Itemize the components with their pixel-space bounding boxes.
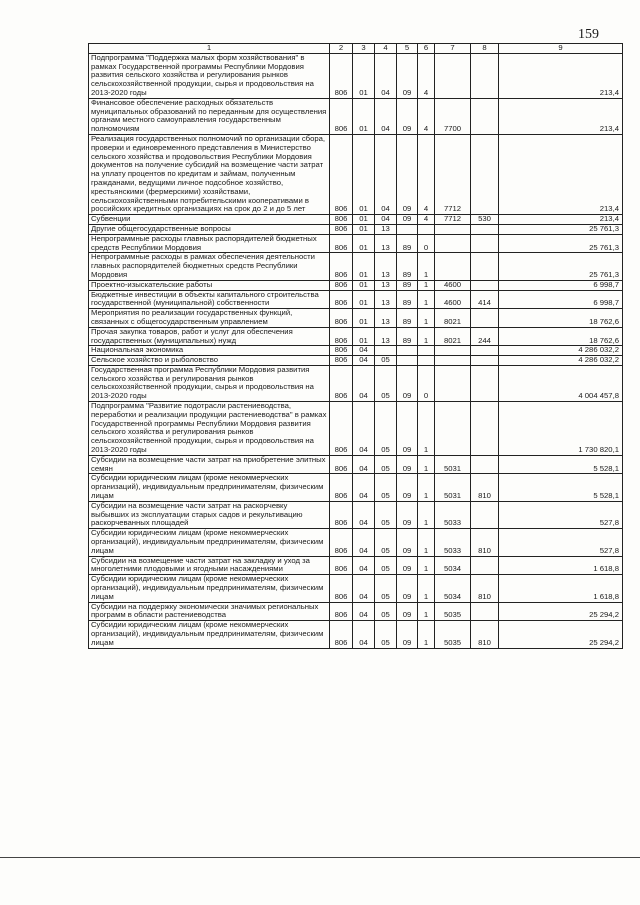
item-name-cell: Проектно-изыскательские работы bbox=[89, 280, 330, 290]
item-name-cell: Субсидии на возмещение части затрат на закладку и уход за многолетними плодовыми и ягодными насаждениями bbox=[89, 556, 330, 575]
amount-cell: 25 761,3 bbox=[499, 224, 623, 234]
program-cell: 09 bbox=[397, 402, 418, 456]
article-cell: 5034 bbox=[435, 556, 471, 575]
item-name-cell: Государственная программа Республики Мордовия развития сельского хозяйства и регулирования рынков сельскохозяйственной продукции, сырья и продовольствия на 2013-2020 годы bbox=[89, 365, 330, 401]
program-cell: 89 bbox=[397, 253, 418, 280]
section-cell: 01 bbox=[353, 224, 375, 234]
expense-type-cell bbox=[471, 253, 499, 280]
subprogram-cell: 4 bbox=[418, 215, 435, 225]
subsection-cell: 05 bbox=[375, 529, 397, 556]
table-row bbox=[89, 327, 623, 346]
item-name-cell: Непрограммные расходы в рамках обеспечения деятельности главных распорядителей бюджетных средств Республики Мордовия bbox=[89, 253, 330, 280]
subsection-cell: 13 bbox=[375, 290, 397, 309]
item-name-cell: Субсидии на возмещение части затрат на приобретение элитных семян bbox=[89, 455, 330, 474]
amount-cell: 25 294,2 bbox=[499, 602, 623, 621]
table-row bbox=[89, 253, 623, 280]
expense-type-cell bbox=[471, 309, 499, 328]
expense-type-cell bbox=[471, 455, 499, 474]
subprogram-cell: 1 bbox=[418, 327, 435, 346]
subprogram-cell: 4 bbox=[418, 98, 435, 134]
program-cell: 09 bbox=[397, 455, 418, 474]
table-row bbox=[89, 402, 623, 456]
section-cell: 04 bbox=[353, 621, 375, 648]
program-cell: 89 bbox=[397, 280, 418, 290]
section-cell: 04 bbox=[353, 474, 375, 501]
subprogram-cell: 1 bbox=[418, 309, 435, 328]
subprogram-cell: 1 bbox=[418, 575, 435, 602]
amount-cell: 18 762,6 bbox=[499, 327, 623, 346]
table-row bbox=[89, 98, 623, 134]
section-cell: 01 bbox=[353, 290, 375, 309]
amount-cell: 213,4 bbox=[499, 98, 623, 134]
column-header: 3 bbox=[353, 44, 375, 54]
article-cell: 5031 bbox=[435, 455, 471, 474]
subprogram-cell: 1 bbox=[418, 474, 435, 501]
table-row bbox=[89, 501, 623, 528]
table-row bbox=[89, 455, 623, 474]
subsection-cell: 05 bbox=[375, 365, 397, 401]
expense-type-cell bbox=[471, 134, 499, 214]
amount-cell: 4 286 032,2 bbox=[499, 346, 623, 356]
admin-code-cell: 806 bbox=[330, 556, 353, 575]
item-name-cell: Субсидии на поддержку экономически значимых региональных программ в области растениеводства bbox=[89, 602, 330, 621]
subsection-cell: 04 bbox=[375, 53, 397, 98]
admin-code-cell: 806 bbox=[330, 224, 353, 234]
section-cell: 01 bbox=[353, 215, 375, 225]
table-row bbox=[89, 556, 623, 575]
program-cell: 89 bbox=[397, 327, 418, 346]
article-cell bbox=[435, 253, 471, 280]
expense-type-cell bbox=[471, 53, 499, 98]
admin-code-cell: 806 bbox=[330, 602, 353, 621]
article-cell: 7712 bbox=[435, 215, 471, 225]
program-cell: 09 bbox=[397, 529, 418, 556]
column-header: 2 bbox=[330, 44, 353, 54]
admin-code-cell: 806 bbox=[330, 346, 353, 356]
subsection-cell: 05 bbox=[375, 356, 397, 366]
column-header: 7 bbox=[435, 44, 471, 54]
table-row bbox=[89, 346, 623, 356]
amount-cell: 6 998,7 bbox=[499, 280, 623, 290]
article-cell bbox=[435, 346, 471, 356]
table-row bbox=[89, 621, 623, 648]
section-cell: 01 bbox=[353, 134, 375, 214]
item-name-cell: Бюджетные инвестиции в объекты капитального строительства государственной (муниципальной) собственности bbox=[89, 290, 330, 309]
article-cell: 7700 bbox=[435, 98, 471, 134]
expense-type-cell bbox=[471, 365, 499, 401]
program-cell bbox=[397, 356, 418, 366]
admin-code-cell: 806 bbox=[330, 327, 353, 346]
program-cell: 09 bbox=[397, 215, 418, 225]
section-cell: 04 bbox=[353, 602, 375, 621]
article-cell: 5033 bbox=[435, 529, 471, 556]
item-name-cell: Прочая закупка товаров, работ и услуг для обеспечения государственных (муниципальных) нужд bbox=[89, 327, 330, 346]
item-name-cell: Подпрограмма "Развитие подотрасли растениеводства, переработки и реализации продукции растениеводства" в рамках Государственной программы Республики Мордовия развития сельского хозяйства и регулирования рынков сельскохозяйственной продукции, сырья и продовольствия на 2013-2020 годы bbox=[89, 402, 330, 456]
subprogram-cell bbox=[418, 356, 435, 366]
section-cell: 04 bbox=[353, 365, 375, 401]
item-name-cell: Субвенции bbox=[89, 215, 330, 225]
item-name-cell: Субсидии юридическим лицам (кроме некоммерческих организаций), индивидуальным предпринимателям, физическим лицам bbox=[89, 575, 330, 602]
program-cell: 09 bbox=[397, 474, 418, 501]
subprogram-cell: 1 bbox=[418, 253, 435, 280]
admin-code-cell: 806 bbox=[330, 365, 353, 401]
footer-divider bbox=[0, 857, 640, 858]
table-row bbox=[89, 215, 623, 225]
section-cell: 01 bbox=[353, 280, 375, 290]
subsection-cell: 05 bbox=[375, 474, 397, 501]
amount-cell: 1 618,8 bbox=[499, 575, 623, 602]
table-row bbox=[89, 309, 623, 328]
item-name-cell: Реализация государственных полномочий по организации сбора, проверки и единовременного представления в Министерство сельского хозяйства и продовольствия Республики Мордовия документов на получение субсидий на возмещение части затрат на уплату процентов по кредитам и займам, полученным гражданами, ведущими личное подсобное хозяйство, крестьянскими (фермерскими) хозяйствами, сельскохозяйственными потребительскими кооперативами в российских кредитных организациях на срок до 2 и до 5 лет bbox=[89, 134, 330, 214]
item-name-cell: Непрограммные расходы главных распорядителей бюджетных средств Республики Мордовия bbox=[89, 234, 330, 253]
article-cell: 4600 bbox=[435, 280, 471, 290]
table-row bbox=[89, 280, 623, 290]
table-row bbox=[89, 224, 623, 234]
admin-code-cell: 806 bbox=[330, 253, 353, 280]
subsection-cell: 04 bbox=[375, 215, 397, 225]
article-cell: 4600 bbox=[435, 290, 471, 309]
subsection-cell: 05 bbox=[375, 602, 397, 621]
admin-code-cell: 806 bbox=[330, 356, 353, 366]
subsection-cell: 13 bbox=[375, 327, 397, 346]
expense-type-cell: 414 bbox=[471, 290, 499, 309]
section-cell: 01 bbox=[353, 234, 375, 253]
expense-type-cell bbox=[471, 224, 499, 234]
column-header: 8 bbox=[471, 44, 499, 54]
table-row bbox=[89, 53, 623, 98]
amount-cell: 213,4 bbox=[499, 53, 623, 98]
article-cell: 8021 bbox=[435, 327, 471, 346]
amount-cell: 527,8 bbox=[499, 529, 623, 556]
column-header: 6 bbox=[418, 44, 435, 54]
column-header: 9 bbox=[499, 44, 623, 54]
page-number: 159 bbox=[578, 27, 599, 42]
admin-code-cell: 806 bbox=[330, 474, 353, 501]
item-name-cell: Финансовое обеспечение расходных обязательств муниципальных образований по переданным для осуществления органам местного самоуправления государственным полномочиям bbox=[89, 98, 330, 134]
amount-cell: 4 286 032,2 bbox=[499, 356, 623, 366]
item-name-cell: Национальная экономика bbox=[89, 346, 330, 356]
subsection-cell: 13 bbox=[375, 224, 397, 234]
section-cell: 01 bbox=[353, 253, 375, 280]
admin-code-cell: 806 bbox=[330, 215, 353, 225]
article-cell: 8021 bbox=[435, 309, 471, 328]
admin-code-cell: 806 bbox=[330, 290, 353, 309]
table-row bbox=[89, 474, 623, 501]
program-cell: 89 bbox=[397, 290, 418, 309]
expense-type-cell bbox=[471, 280, 499, 290]
article-cell: 5035 bbox=[435, 602, 471, 621]
amount-cell: 25 761,3 bbox=[499, 253, 623, 280]
section-cell: 04 bbox=[353, 529, 375, 556]
section-cell: 04 bbox=[353, 575, 375, 602]
program-cell: 09 bbox=[397, 365, 418, 401]
expense-type-cell bbox=[471, 346, 499, 356]
subprogram-cell: 1 bbox=[418, 501, 435, 528]
section-cell: 01 bbox=[353, 53, 375, 98]
amount-cell: 5 528,1 bbox=[499, 455, 623, 474]
table-row bbox=[89, 234, 623, 253]
expense-type-cell: 530 bbox=[471, 215, 499, 225]
subprogram-cell: 1 bbox=[418, 280, 435, 290]
amount-cell: 1 618,8 bbox=[499, 556, 623, 575]
program-cell: 89 bbox=[397, 234, 418, 253]
column-header: 4 bbox=[375, 44, 397, 54]
program-cell: 09 bbox=[397, 575, 418, 602]
article-cell: 5031 bbox=[435, 474, 471, 501]
admin-code-cell: 806 bbox=[330, 134, 353, 214]
section-cell: 04 bbox=[353, 356, 375, 366]
amount-cell: 4 004 457,8 bbox=[499, 365, 623, 401]
expense-type-cell: 810 bbox=[471, 474, 499, 501]
program-cell: 09 bbox=[397, 53, 418, 98]
subsection-cell: 13 bbox=[375, 309, 397, 328]
subsection-cell: 05 bbox=[375, 501, 397, 528]
article-cell bbox=[435, 234, 471, 253]
table-body bbox=[89, 53, 623, 648]
admin-code-cell: 806 bbox=[330, 529, 353, 556]
amount-cell: 18 762,6 bbox=[499, 309, 623, 328]
budget-table bbox=[88, 43, 623, 649]
program-cell: 09 bbox=[397, 134, 418, 214]
program-cell: 09 bbox=[397, 98, 418, 134]
item-name-cell: Другие общегосударственные вопросы bbox=[89, 224, 330, 234]
subsection-cell: 05 bbox=[375, 575, 397, 602]
article-cell: 5034 bbox=[435, 575, 471, 602]
subprogram-cell: 1 bbox=[418, 402, 435, 456]
amount-cell: 213,4 bbox=[499, 215, 623, 225]
admin-code-cell: 806 bbox=[330, 309, 353, 328]
admin-code-cell: 806 bbox=[330, 98, 353, 134]
subsection-cell: 05 bbox=[375, 621, 397, 648]
section-cell: 01 bbox=[353, 309, 375, 328]
subprogram-cell: 1 bbox=[418, 290, 435, 309]
subsection-cell: 05 bbox=[375, 455, 397, 474]
table-row bbox=[89, 356, 623, 366]
item-name-cell: Подпрограмма "Поддержка малых форм хозяйствования" в рамках Государственной программы Республики Мордовия развития сельского хозяйства и регулирования рынков сельскохозяйственной продукции, сырья и продовольствия на 2013-2020 годы bbox=[89, 53, 330, 98]
admin-code-cell: 806 bbox=[330, 575, 353, 602]
expense-type-cell bbox=[471, 501, 499, 528]
item-name-cell: Субсидии юридическим лицам (кроме некоммерческих организаций), индивидуальным предпринимателям, физическим лицам bbox=[89, 474, 330, 501]
section-cell: 01 bbox=[353, 327, 375, 346]
subprogram-cell: 1 bbox=[418, 529, 435, 556]
program-cell bbox=[397, 224, 418, 234]
subprogram-cell: 1 bbox=[418, 556, 435, 575]
item-name-cell: Сельское хозяйство и рыболовство bbox=[89, 356, 330, 366]
subsection-cell: 13 bbox=[375, 280, 397, 290]
program-cell: 09 bbox=[397, 501, 418, 528]
admin-code-cell: 806 bbox=[330, 53, 353, 98]
admin-code-cell: 806 bbox=[330, 455, 353, 474]
subsection-cell: 04 bbox=[375, 134, 397, 214]
amount-cell: 1 730 820,1 bbox=[499, 402, 623, 456]
subsection-cell: 13 bbox=[375, 234, 397, 253]
expense-type-cell bbox=[471, 356, 499, 366]
subsection-cell: 04 bbox=[375, 98, 397, 134]
section-cell: 04 bbox=[353, 501, 375, 528]
table-row bbox=[89, 365, 623, 401]
subsection-cell: 05 bbox=[375, 402, 397, 456]
article-cell: 7712 bbox=[435, 134, 471, 214]
table-row bbox=[89, 575, 623, 602]
expense-type-cell bbox=[471, 98, 499, 134]
article-cell bbox=[435, 402, 471, 456]
amount-cell: 25 294,2 bbox=[499, 621, 623, 648]
table-row bbox=[89, 134, 623, 214]
expense-type-cell bbox=[471, 234, 499, 253]
column-header: 5 bbox=[397, 44, 418, 54]
section-cell: 04 bbox=[353, 556, 375, 575]
admin-code-cell: 806 bbox=[330, 501, 353, 528]
amount-cell: 527,8 bbox=[499, 501, 623, 528]
amount-cell: 6 998,7 bbox=[499, 290, 623, 309]
subprogram-cell bbox=[418, 224, 435, 234]
subprogram-cell: 4 bbox=[418, 53, 435, 98]
table-header-row bbox=[89, 44, 623, 54]
program-cell: 09 bbox=[397, 602, 418, 621]
admin-code-cell: 806 bbox=[330, 280, 353, 290]
article-cell: 5033 bbox=[435, 501, 471, 528]
expense-type-cell: 244 bbox=[471, 327, 499, 346]
item-name-cell: Мероприятия по реализации государственных функций, связанных с общегосударственным управлением bbox=[89, 309, 330, 328]
subprogram-cell: 1 bbox=[418, 455, 435, 474]
subprogram-cell: 0 bbox=[418, 234, 435, 253]
admin-code-cell: 806 bbox=[330, 402, 353, 456]
table-row bbox=[89, 529, 623, 556]
subprogram-cell: 4 bbox=[418, 134, 435, 214]
article-cell bbox=[435, 53, 471, 98]
table-row bbox=[89, 290, 623, 309]
item-name-cell: Субсидии на возмещение части затрат на раскорчевку выбывших из эксплуатации старых садов и рекультивацию раскорчеванных площадей bbox=[89, 501, 330, 528]
amount-cell: 25 761,3 bbox=[499, 234, 623, 253]
item-name-cell: Субсидии юридическим лицам (кроме некоммерческих организаций), индивидуальным предпринимателям, физическим лицам bbox=[89, 529, 330, 556]
section-cell: 04 bbox=[353, 346, 375, 356]
section-cell: 01 bbox=[353, 98, 375, 134]
section-cell: 04 bbox=[353, 455, 375, 474]
column-header: 1 bbox=[89, 44, 330, 54]
program-cell: 89 bbox=[397, 309, 418, 328]
subprogram-cell: 0 bbox=[418, 365, 435, 401]
subprogram-cell: 1 bbox=[418, 621, 435, 648]
section-cell: 04 bbox=[353, 402, 375, 456]
article-cell bbox=[435, 224, 471, 234]
article-cell bbox=[435, 356, 471, 366]
expense-type-cell: 810 bbox=[471, 529, 499, 556]
subprogram-cell bbox=[418, 346, 435, 356]
subsection-cell: 13 bbox=[375, 253, 397, 280]
admin-code-cell: 806 bbox=[330, 621, 353, 648]
subsection-cell bbox=[375, 346, 397, 356]
program-cell: 09 bbox=[397, 621, 418, 648]
table-row bbox=[89, 602, 623, 621]
expense-type-cell: 810 bbox=[471, 621, 499, 648]
subprogram-cell: 1 bbox=[418, 602, 435, 621]
item-name-cell: Субсидии юридическим лицам (кроме некоммерческих организаций), индивидуальным предпринимателям, физическим лицам bbox=[89, 621, 330, 648]
expense-type-cell: 810 bbox=[471, 575, 499, 602]
program-cell: 09 bbox=[397, 556, 418, 575]
subsection-cell: 05 bbox=[375, 556, 397, 575]
program-cell bbox=[397, 346, 418, 356]
expense-type-cell bbox=[471, 556, 499, 575]
amount-cell: 213,4 bbox=[499, 134, 623, 214]
expense-type-cell bbox=[471, 602, 499, 621]
article-cell: 5035 bbox=[435, 621, 471, 648]
amount-cell: 5 528,1 bbox=[499, 474, 623, 501]
admin-code-cell: 806 bbox=[330, 234, 353, 253]
expense-type-cell bbox=[471, 402, 499, 456]
article-cell bbox=[435, 365, 471, 401]
